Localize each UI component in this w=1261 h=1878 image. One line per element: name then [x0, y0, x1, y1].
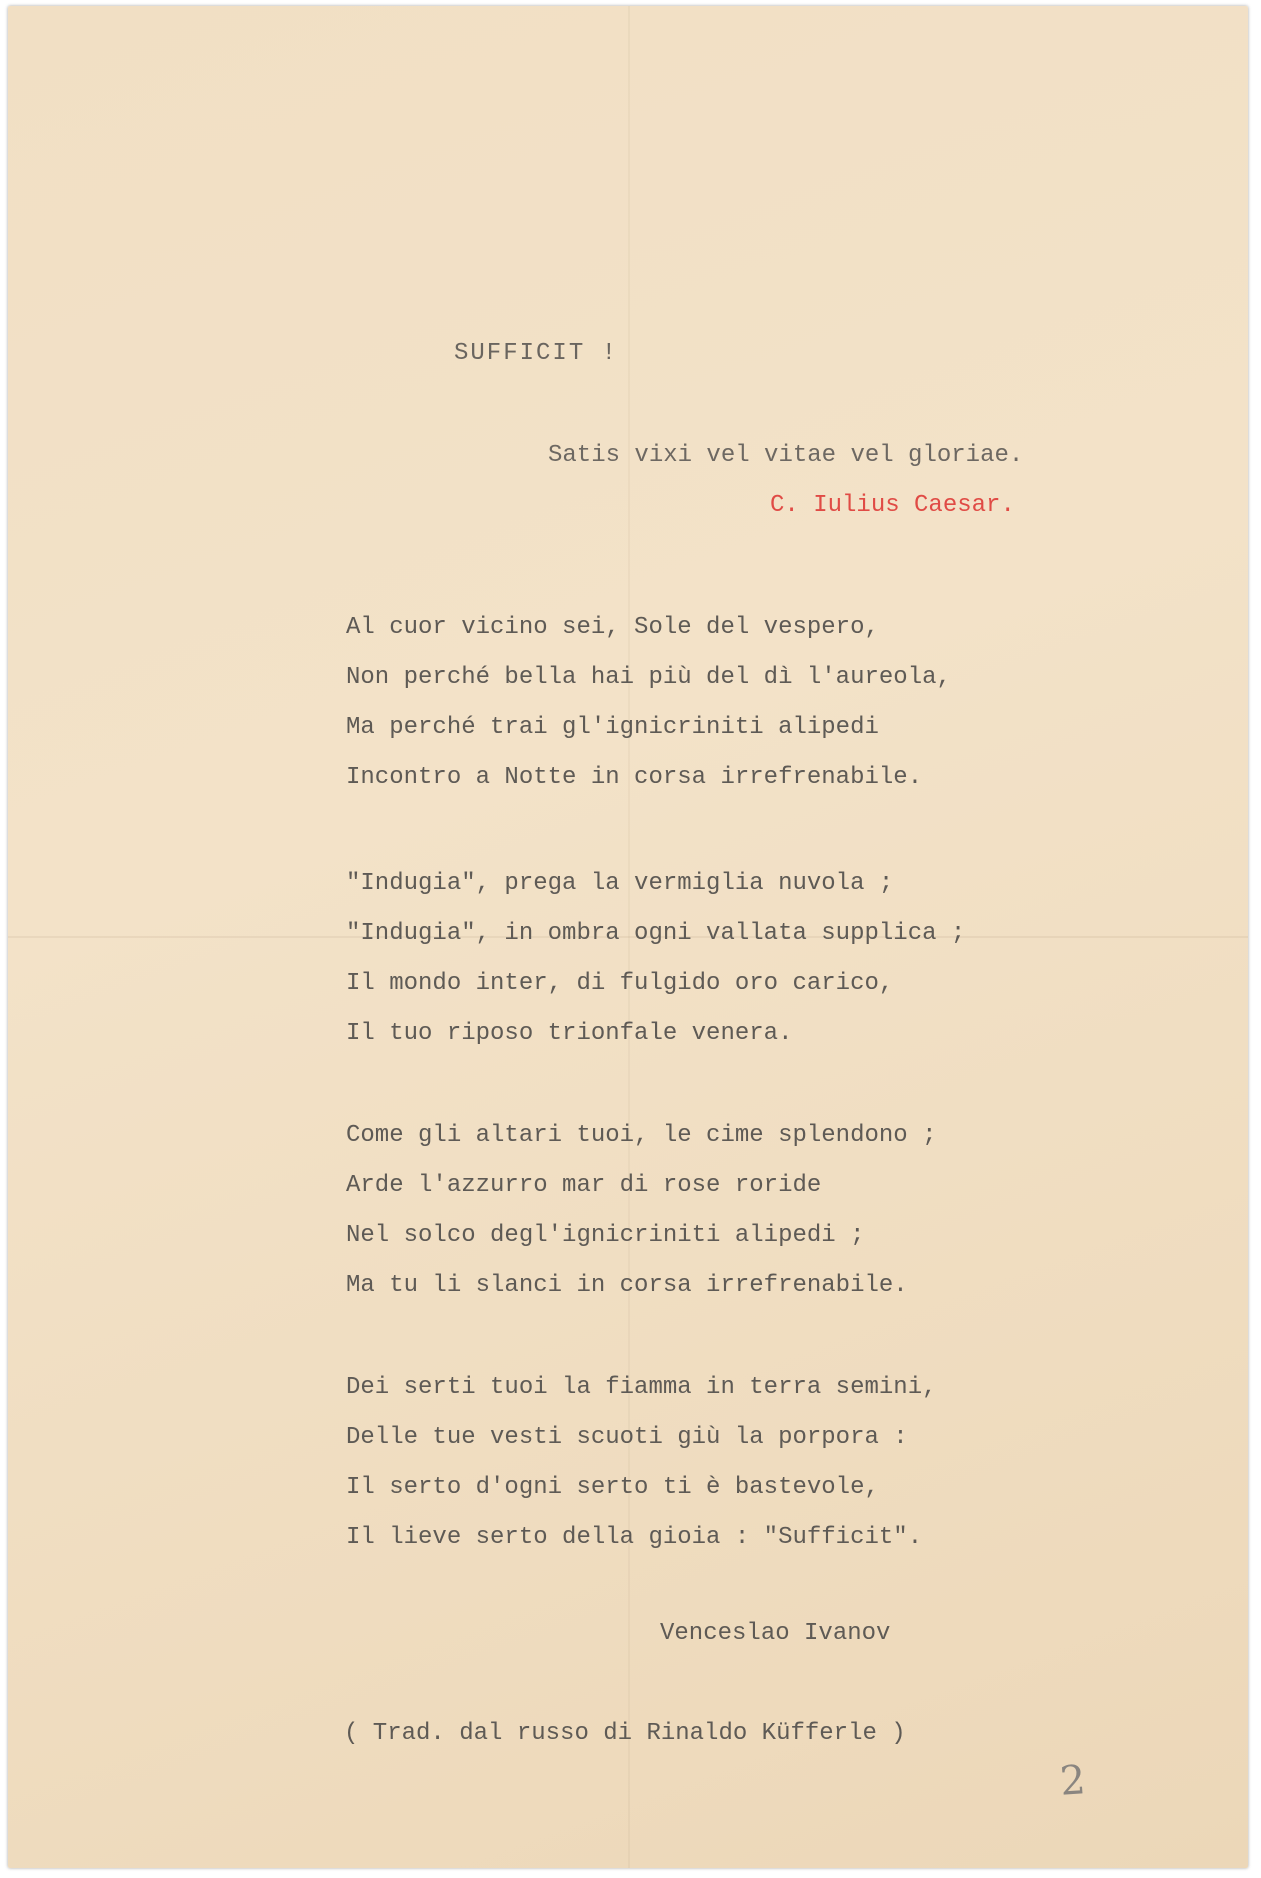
document-page [8, 6, 1248, 1868]
stanza-3-line-1: Come gli altari tuoi, le cime splendono ; [346, 1122, 937, 1149]
author-signature: Venceslao Ivanov [660, 1620, 891, 1647]
stanza-2-line-2: "Indugia", in ombra ogni vallata supplica ; [346, 920, 966, 947]
stanza-3-line-4: Ma tu li slanci in corsa irrefrenabile. [346, 1272, 908, 1299]
stanza-4-line-4: Il lieve serto della gioia : "Sufficit". [346, 1524, 923, 1551]
handwritten-page-number: 2 [1058, 1757, 1088, 1805]
stanza-4-line-2: Delle tue vesti scuoti giù la porpora : [346, 1424, 908, 1451]
translator-note: ( Trad. dal russo di Rinaldo Küfferle ) [344, 1720, 906, 1747]
poem-title: SUFFICIT ! [454, 340, 619, 367]
stanza-2-line-4: Il tuo riposo trionfale venera. [346, 1020, 793, 1047]
stanza-2-line-1: "Indugia", prega la vermiglia nuvola ; [346, 870, 894, 897]
stanza-2-line-3: Il mondo inter, di fulgido oro carico, [346, 970, 894, 997]
stanza-4-line-1: Dei serti tuoi la fiamma in terra semini, [346, 1374, 937, 1401]
stanza-3-line-3: Nel solco degl'ignicriniti alipedi ; [346, 1222, 865, 1249]
epigraph-author: C. Iulius Caesar. [770, 492, 1015, 519]
epigraph-text: Satis vixi vel vitae vel gloriae. [548, 442, 1024, 469]
stanza-4-line-3: Il serto d'ogni serto ti è bastevole, [346, 1474, 879, 1501]
stanza-1-line-4: Incontro a Notte in corsa irrefrenabile. [346, 764, 923, 791]
stanza-1-line-1: Al cuor vicino sei, Sole del vespero, [346, 614, 879, 641]
stanza-1-line-2: Non perché bella hai più del dì l'aureola, [346, 664, 951, 691]
stanza-1-line-3: Ma perché trai gl'ignicriniti alipedi [346, 714, 879, 741]
stanza-3-line-2: Arde l'azzurro mar di rose roride [346, 1172, 822, 1199]
